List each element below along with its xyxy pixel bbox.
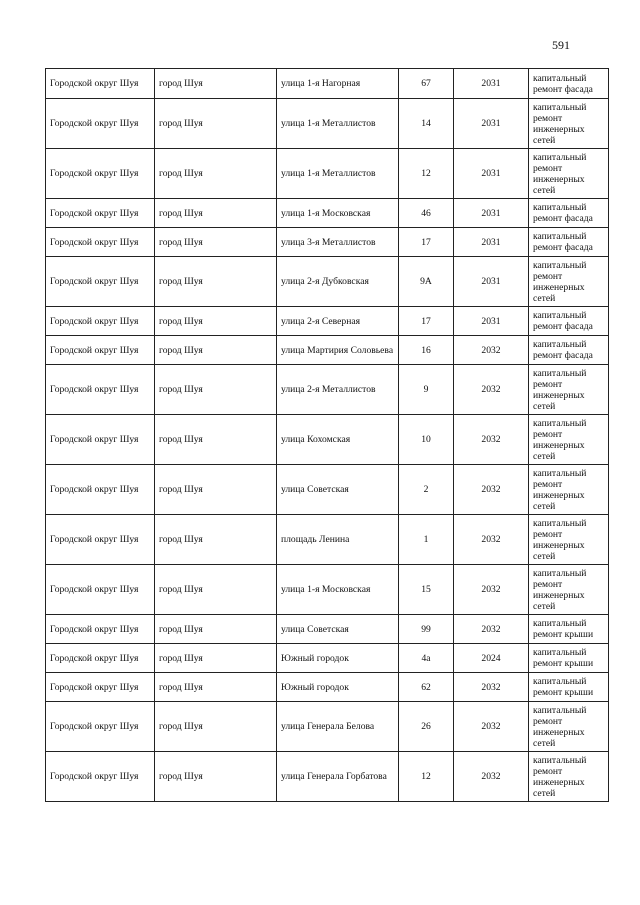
year-cell: 2032	[454, 565, 529, 615]
street-cell: улица 2-я Северная	[277, 307, 399, 336]
work-type-cell: капитальный ремонт инженерных сетей	[529, 752, 609, 802]
work-type-cell: капитальный ремонт фасада	[529, 336, 609, 365]
settlement-cell: город Шуя	[155, 515, 277, 565]
table-row	[46, 515, 609, 565]
district-cell: Городской округ Шуя	[46, 307, 155, 336]
year-cell: 2032	[454, 336, 529, 365]
street-cell: площадь Ленина	[277, 515, 399, 565]
table-row	[46, 228, 609, 257]
settlement-cell: город Шуя	[155, 673, 277, 702]
district-cell: Городской округ Шуя	[46, 149, 155, 199]
year-cell: 2031	[454, 99, 529, 149]
settlement-cell: город Шуя	[155, 415, 277, 465]
year-cell: 2031	[454, 69, 529, 99]
work-type-cell: капитальный ремонт крыши	[529, 673, 609, 702]
table-row	[46, 644, 609, 673]
house-cell: 67	[399, 69, 454, 99]
house-cell: 12	[399, 752, 454, 802]
work-type-cell: капитальный ремонт фасада	[529, 307, 609, 336]
year-cell: 2031	[454, 228, 529, 257]
district-cell: Городской округ Шуя	[46, 99, 155, 149]
table-row	[46, 149, 609, 199]
street-cell: улица Советская	[277, 465, 399, 515]
district-cell: Городской округ Шуя	[46, 465, 155, 515]
settlement-cell: город Шуя	[155, 199, 277, 228]
table-row	[46, 673, 609, 702]
district-cell: Городской округ Шуя	[46, 615, 155, 644]
year-cell: 2032	[454, 673, 529, 702]
year-cell: 2024	[454, 644, 529, 673]
district-cell: Городской округ Шуя	[46, 644, 155, 673]
district-cell: Городской округ Шуя	[46, 702, 155, 752]
table-row	[46, 702, 609, 752]
house-cell: 1	[399, 515, 454, 565]
work-type-cell: капитальный ремонт фасада	[529, 199, 609, 228]
work-type-cell: капитальный ремонт инженерных сетей	[529, 515, 609, 565]
house-cell: 14	[399, 99, 454, 149]
house-cell: 12	[399, 149, 454, 199]
table-row	[46, 257, 609, 307]
work-type-cell: капитальный ремонт инженерных сетей	[529, 99, 609, 149]
district-cell: Городской округ Шуя	[46, 415, 155, 465]
settlement-cell: город Шуя	[155, 307, 277, 336]
district-cell: Городской округ Шуя	[46, 565, 155, 615]
house-cell: 16	[399, 336, 454, 365]
settlement-cell: город Шуя	[155, 99, 277, 149]
year-cell: 2031	[454, 149, 529, 199]
table-row	[46, 199, 609, 228]
year-cell: 2031	[454, 257, 529, 307]
table-row	[46, 336, 609, 365]
work-type-cell: капитальный ремонт инженерных сетей	[529, 415, 609, 465]
settlement-cell: город Шуя	[155, 257, 277, 307]
house-cell: 2	[399, 465, 454, 515]
table-row	[46, 465, 609, 515]
work-type-cell: капитальный ремонт крыши	[529, 615, 609, 644]
work-type-cell: капитальный ремонт инженерных сетей	[529, 465, 609, 515]
street-cell: улица 1-я Металлистов	[277, 149, 399, 199]
table-row	[46, 99, 609, 149]
district-cell: Городской округ Шуя	[46, 673, 155, 702]
street-cell: улица 2-я Металлистов	[277, 365, 399, 415]
table-row	[46, 752, 609, 802]
settlement-cell: город Шуя	[155, 702, 277, 752]
house-cell: 17	[399, 228, 454, 257]
year-cell: 2032	[454, 465, 529, 515]
settlement-cell: город Шуя	[155, 228, 277, 257]
house-cell: 9	[399, 365, 454, 415]
settlement-cell: город Шуя	[155, 336, 277, 365]
house-cell: 9А	[399, 257, 454, 307]
house-cell: 15	[399, 565, 454, 615]
street-cell: улица Мартирия Соловьева	[277, 336, 399, 365]
table-row	[46, 415, 609, 465]
district-cell: Городской округ Шуя	[46, 515, 155, 565]
settlement-cell: город Шуя	[155, 149, 277, 199]
work-type-cell: капитальный ремонт инженерных сетей	[529, 702, 609, 752]
year-cell: 2032	[454, 515, 529, 565]
year-cell: 2032	[454, 615, 529, 644]
street-cell: улица 1-я Московская	[277, 199, 399, 228]
settlement-cell: город Шуя	[155, 752, 277, 802]
district-cell: Городской округ Шуя	[46, 69, 155, 99]
district-cell: Городской округ Шуя	[46, 199, 155, 228]
house-cell: 26	[399, 702, 454, 752]
work-type-cell: капитальный ремонт инженерных сетей	[529, 149, 609, 199]
street-cell: Южный городок	[277, 644, 399, 673]
year-cell: 2032	[454, 415, 529, 465]
table-row	[46, 365, 609, 415]
district-cell: Городской округ Шуя	[46, 228, 155, 257]
year-cell: 2031	[454, 199, 529, 228]
table-row	[46, 307, 609, 336]
district-cell: Городской округ Шуя	[46, 336, 155, 365]
settlement-cell: город Шуя	[155, 365, 277, 415]
district-cell: Городской округ Шуя	[46, 257, 155, 307]
settlement-cell: город Шуя	[155, 565, 277, 615]
table-row	[46, 565, 609, 615]
street-cell: улица 1-я Московская	[277, 565, 399, 615]
street-cell: улица Советская	[277, 615, 399, 644]
house-cell: 99	[399, 615, 454, 644]
street-cell: улица Кохомская	[277, 415, 399, 465]
table-row	[46, 615, 609, 644]
year-cell: 2032	[454, 752, 529, 802]
street-cell: Южный городок	[277, 673, 399, 702]
settlement-cell: город Шуя	[155, 615, 277, 644]
house-cell: 46	[399, 199, 454, 228]
repair-schedule-table	[45, 68, 609, 802]
house-cell: 4а	[399, 644, 454, 673]
settlement-cell: город Шуя	[155, 644, 277, 673]
work-type-cell: капитальный ремонт крыши	[529, 644, 609, 673]
district-cell: Городской округ Шуя	[46, 752, 155, 802]
settlement-cell: город Шуя	[155, 69, 277, 99]
work-type-cell: капитальный ремонт фасада	[529, 228, 609, 257]
house-cell: 17	[399, 307, 454, 336]
settlement-cell: город Шуя	[155, 465, 277, 515]
street-cell: улица 3-я Металлистов	[277, 228, 399, 257]
street-cell: улица 1-я Металлистов	[277, 99, 399, 149]
street-cell: улица 2-я Дубковская	[277, 257, 399, 307]
table-row	[46, 69, 609, 99]
street-cell: улица Генерала Горбатова	[277, 752, 399, 802]
work-type-cell: капитальный ремонт инженерных сетей	[529, 257, 609, 307]
year-cell: 2031	[454, 307, 529, 336]
house-cell: 10	[399, 415, 454, 465]
street-cell: улица 1-я Нагорная	[277, 69, 399, 99]
year-cell: 2032	[454, 702, 529, 752]
district-cell: Городской округ Шуя	[46, 365, 155, 415]
work-type-cell: капитальный ремонт инженерных сетей	[529, 365, 609, 415]
year-cell: 2032	[454, 365, 529, 415]
street-cell: улица Генерала Белова	[277, 702, 399, 752]
work-type-cell: капитальный ремонт инженерных сетей	[529, 565, 609, 615]
house-cell: 62	[399, 673, 454, 702]
page-number: 591	[552, 38, 570, 52]
work-type-cell: капитальный ремонт фасада	[529, 69, 609, 99]
